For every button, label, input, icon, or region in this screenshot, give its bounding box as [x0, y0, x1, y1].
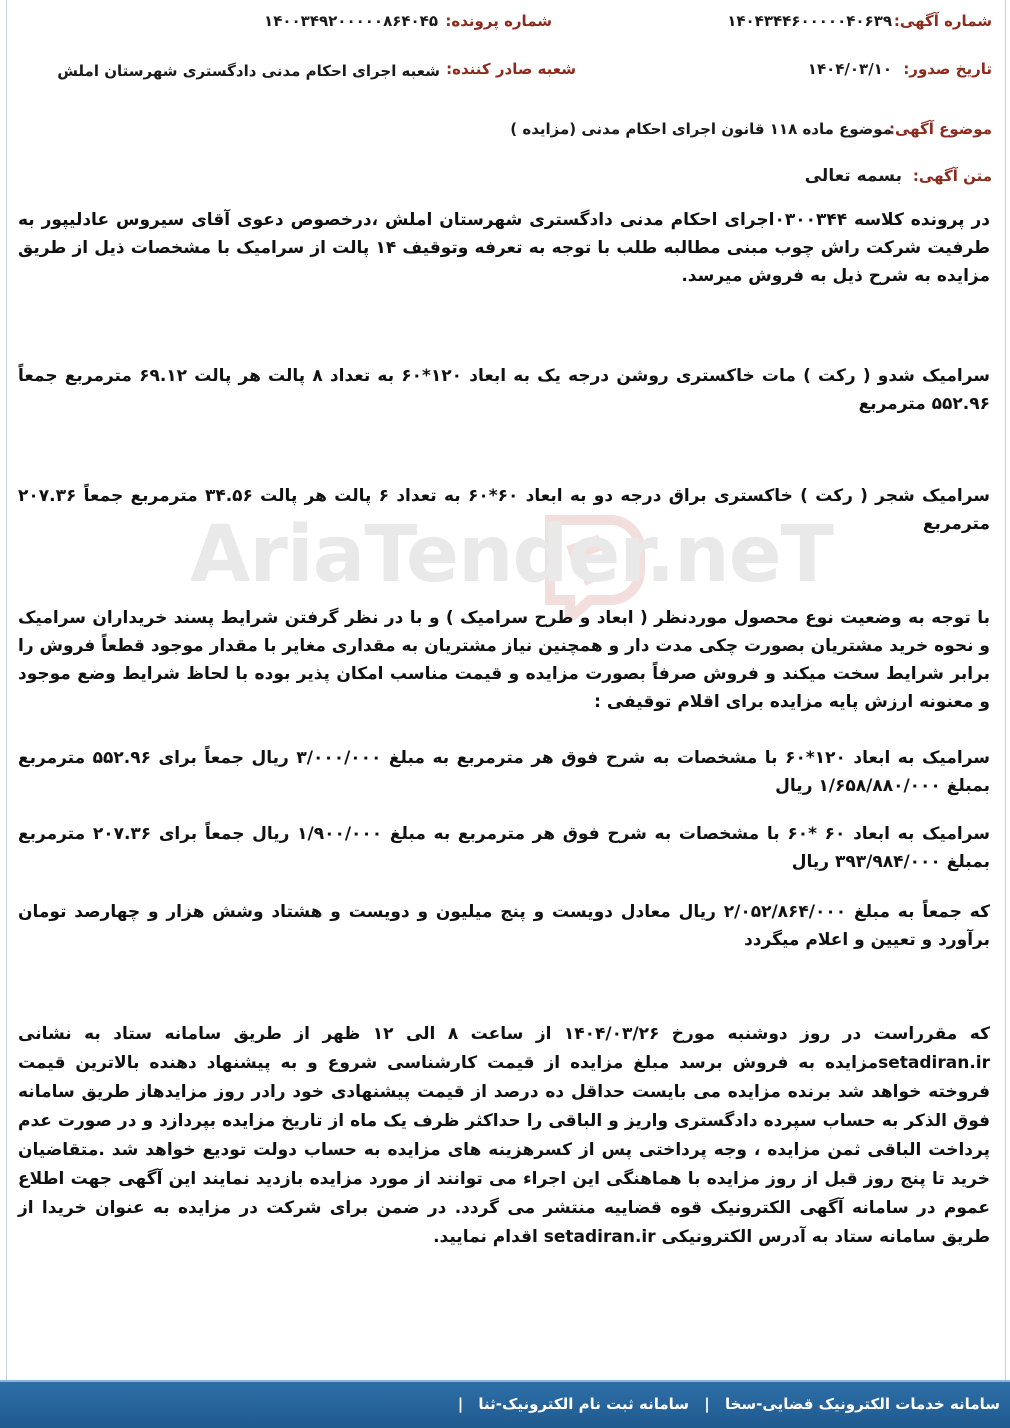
footer-bar	[0, 1380, 1010, 1428]
footer-link-sakha[interactable]: سامانه خدمات الکترونیک قضایی-سخا	[724, 1395, 1000, 1413]
issuer-label: شعبه صادر کننده:	[446, 60, 576, 78]
paragraph-price-1: سرامیک به ابعاد ۱۲۰*۶۰ با مشخصات به شرح فوق هر مترمربع به مبلغ ۳/۰۰۰/۰۰۰ ریال جمعاً برای ۵۵۲.۹۶ مترمربع بمبلغ ۱/۶۵۸/۸۸۰/۰۰۰ ریال	[18, 748, 990, 796]
issue-date-label: تاریخ صدور:	[903, 60, 992, 78]
ad-number-label: شماره آگهی:	[893, 12, 992, 30]
paragraph-conditions: با توجه به وضعیت نوع محصول موردنظر ( ابعاد و طرح سرامیک ) و با در نظر گرفتن شرایط پسند خریداران سرامیک و نحوه خرید مشتریان بصورت چکی مدت دار و همچنین نیاز مشتریان به مقداری مغایر با مقدار موجود قطعاً فروش را برابر شرایط سخت میکند و فروش صرفاً بصورت مزایده و قیمت مناسب امکان پذیر بوده با لحاظ شرایط وضع موجود و معنونه ارزش پایه مزایده برای اقلام توقیفی :	[18, 608, 990, 712]
text-label: متن آگهی:	[912, 167, 992, 185]
subject: موضوع ماده ۱۱۸ قانون اجرای احکام مدنی (مزایده )	[510, 120, 892, 138]
ad-number: ۱۴۰۴۳۴۴۶۰۰۰۰۰۴۰۶۳۹	[727, 12, 892, 30]
footer-separator-end: |	[457, 1395, 464, 1413]
paragraph-total: که جمعاً به مبلغ ۲/۰۵۲/۸۶۴/۰۰۰ ریال معادل دویست و پنج میلیون و دویست و هشتاد وشش هزار و چهارصد تومان برآورد و تعیین و اعلام میگردد	[18, 902, 990, 950]
footer-links	[448, 1395, 1000, 1413]
case-number: ۱۴۰۰۳۴۹۲۰۰۰۰۰۸۶۴۰۴۵	[264, 12, 438, 30]
paragraph-item-2: سرامیک شجر ( رکت ) خاکستری براق درجه دو به ابعاد ۶۰*۶۰ به تعداد ۶ پالت هر پالت ۳۴.۵۶ مترمربع جمعاً ۲۰۷.۳۶ مترمربع	[18, 486, 990, 534]
paragraph-auction-terms: که مقرراست در روز دوشنبه مورخ ۱۴۰۴/۰۳/۲۶ از ساعت ۸ الی ۱۲ ظهر از طریق سامانه ستاد به نشانی setadiran.irمزایده به فروش برسد مبلغ مزایده از قیمت کارشناسی شروع و به پیشنهاد دهنده بالاترین قیمت فروخته خواهد شد برنده مزایده می بایست حداقل ده درصد از قیمت پیشنهادی خود رادر روز مزایدهاز طریق سامانه فوق الذکر به حساب سپرده دادگستری واریز و الباقی را حداکثر ظرف یک ماه از تاریخ مزایده بپردازد و در صورت عدم پرداخت الباقی ثمن مزایده ، وجه پرداختی پس از کسرهزینه های مزایده به حساب دولت تودیع خواهد شد .متقاضیان خرید تا پنج روز قبل از روز مزایده با هماهنگی این اجراء می توانند از مورد مزایده بازدید نمایند این آگهی جهت اطلاع عموم در سامانه آگهی الکترونیک قوه قضاییه منتشر می گردد. در ضمن برای شرکت در مزایده به عنوان خریدا از طریق سامانه ستاد به آدرس الکترونیکی setadiran.ir اقدام نمایید.	[18, 1024, 990, 1247]
footer-link-sana[interactable]: سامانه ثبت نام الکترونیک-ثنا	[478, 1395, 690, 1413]
paragraph-item-1: سرامیک شدو ( رکت ) مات خاکستری روشن درجه یک به ابعاد ۱۲۰*۶۰ به تعداد ۸ پالت هر پالت ۶۹.۱۲ مترمربع جمعاً ۵۵۲.۹۶ مترمربع	[18, 366, 990, 414]
issue-date: ۱۴۰۴/۰۳/۱۰	[807, 60, 892, 78]
text-intro: بسمه تعالی	[804, 166, 902, 186]
paragraph-intro: در پرونده کلاسه ۰۳۰۰۳۴۴اجرای احکام مدنی دادگستری شهرستان املش ،درخصوص دعوی آقای سیروس عادلیپور به طرفیت شرکت راش چوب مبنی مطالبه طلب با توجه به تعرفه وتوقیف ۱۴ پالت از سرامیک با مشخصات ذیل از طریق مزایده به شرح ذیل به فروش میرسد.	[18, 210, 990, 286]
footer-separator: |	[704, 1395, 710, 1413]
case-number-label: شماره پرونده:	[445, 12, 552, 30]
paragraph-price-2: سرامیک به ابعاد ۶۰ *۶۰ با مشخصات به شرح فوق هر مترمربع به مبلغ ۱/۹۰۰/۰۰۰ ریال جمعاً برای ۲۰۷.۳۶ مترمربع بمبلغ ۳۹۳/۹۸۴/۰۰۰ ریال	[18, 824, 990, 872]
subject-label: موضوع آگهی:	[888, 120, 992, 138]
issuer: شعبه اجرای احکام مدنی دادگستری شهرستان املش	[57, 62, 440, 80]
